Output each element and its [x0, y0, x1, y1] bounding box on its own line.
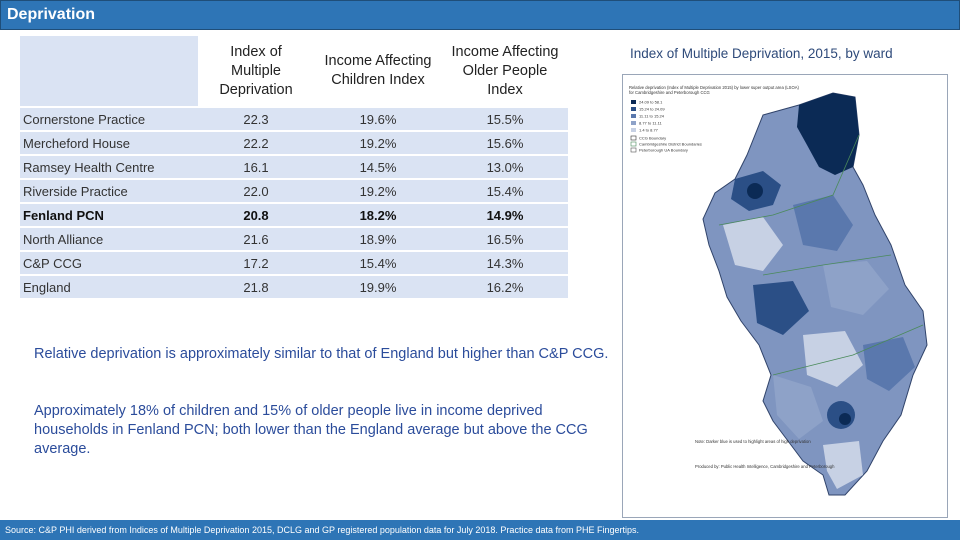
table-row [20, 228, 568, 250]
row-label: North Alliance [20, 228, 198, 250]
row-label: England [20, 276, 198, 298]
row-label: Mercheford House [20, 132, 198, 154]
page-title: Deprivation [7, 6, 96, 23]
imd-value: 22.3 [198, 108, 314, 130]
table-header-row [20, 36, 568, 106]
row-label: Fenland PCN [20, 204, 198, 226]
children-index-value: 19.2% [314, 132, 442, 154]
imd-value: 21.8 [198, 276, 314, 298]
svg-text:1.4 to 8.77: 1.4 to 8.77 [639, 127, 658, 133]
older-people-index-value: 16.2% [442, 276, 568, 298]
svg-text:CCG Boundary: CCG Boundary [639, 135, 667, 141]
table-row [20, 132, 568, 154]
older-people-index-value: 14.9% [442, 204, 568, 226]
older-people-index-value: 15.6% [442, 132, 568, 154]
children-index-value: 19.2% [314, 180, 442, 202]
children-index-value: 14.5% [314, 156, 442, 178]
table-row [20, 252, 568, 274]
older-people-index-value: 13.0% [442, 156, 568, 178]
children-index-value: 18.9% [314, 228, 442, 250]
map-produced-by: Produced by: Public Health Intelligence, Cambridgeshire and Peterborough [695, 464, 835, 469]
children-index-value: 18.2% [314, 204, 442, 226]
children-index-value: 19.6% [314, 108, 442, 130]
deprivation-table [20, 34, 568, 300]
svg-text:8.77 to 11.11: 8.77 to 11.11 [639, 120, 662, 126]
map-legend-title: Relative deprivation (Index of Multiple Deprivation 2015) by lower super output area (LSOA) for Cambridgeshire and Peterborough CCG [629, 85, 799, 95]
imd-value: 16.1 [198, 156, 314, 178]
imd-value: 17.2 [198, 252, 314, 274]
older-people-index-value: 16.5% [442, 228, 568, 250]
imd-value: 21.6 [198, 228, 314, 250]
svg-text:Peterborough UA Boundary: Peterborough UA Boundary [639, 147, 688, 153]
map-legend [631, 100, 702, 153]
older-people-index-value: 15.5% [442, 108, 568, 130]
imd-value: 22.2 [198, 132, 314, 154]
table-corner-cell [20, 36, 198, 106]
svg-text:Cambridgeshire District Bounda: Cambridgeshire District Boundaries [639, 141, 702, 147]
table-row [20, 108, 568, 130]
table-row [20, 180, 568, 202]
map-title: Index of Multiple Deprivation, 2015, by ward [630, 46, 893, 61]
imd-value: 22.0 [198, 180, 314, 202]
column-header-children-index: Income Affecting Children Index [324, 53, 432, 88]
map-region [703, 93, 927, 495]
source-footer [0, 520, 960, 540]
older-people-index-value: 14.3% [442, 252, 568, 274]
table-row [20, 276, 568, 298]
svg-text:11.11 to 15.24: 11.11 to 15.24 [639, 113, 664, 119]
commentary-income: Approximately 18% of children and 15% of older people live in income deprived households in Fenland PCN; both lower than the England average but above the CCG average. [34, 403, 588, 457]
map-note: Note: Darker blue is used to highlight areas of high deprivation [695, 439, 811, 444]
row-label: Riverside Practice [20, 180, 198, 202]
deprivation-map-graphic [623, 75, 947, 517]
deprivation-map [622, 74, 948, 518]
column-header-older-people-index: Income Affecting Older People Index [451, 43, 559, 98]
table-row [20, 156, 568, 178]
imd-value: 20.8 [198, 204, 314, 226]
older-people-index-value: 15.4% [442, 180, 568, 202]
commentary-deprivation: Relative deprivation is approximately similar to that of England but higher than C&P CCG. [34, 346, 609, 362]
svg-text:24.09 to 58.1: 24.09 to 58.1 [639, 99, 663, 105]
row-label: Ramsey Health Centre [20, 156, 198, 178]
svg-text:15.24 to 24.09: 15.24 to 24.09 [639, 106, 665, 112]
row-label: Cornerstone Practice [20, 108, 198, 130]
children-index-value: 15.4% [314, 252, 442, 274]
title-bar [0, 0, 960, 30]
source-text: Source: C&P PHI derived from Indices of Multiple Deprivation 2015, DCLG and GP registered population data for July 2018. Practice data from PHE Fingertips. [5, 525, 639, 535]
table-row-pcn-total [20, 204, 568, 226]
children-index-value: 19.9% [314, 276, 442, 298]
column-header-imd: Index of Multiple Deprivation [219, 43, 293, 98]
row-label: C&P CCG [20, 252, 198, 274]
